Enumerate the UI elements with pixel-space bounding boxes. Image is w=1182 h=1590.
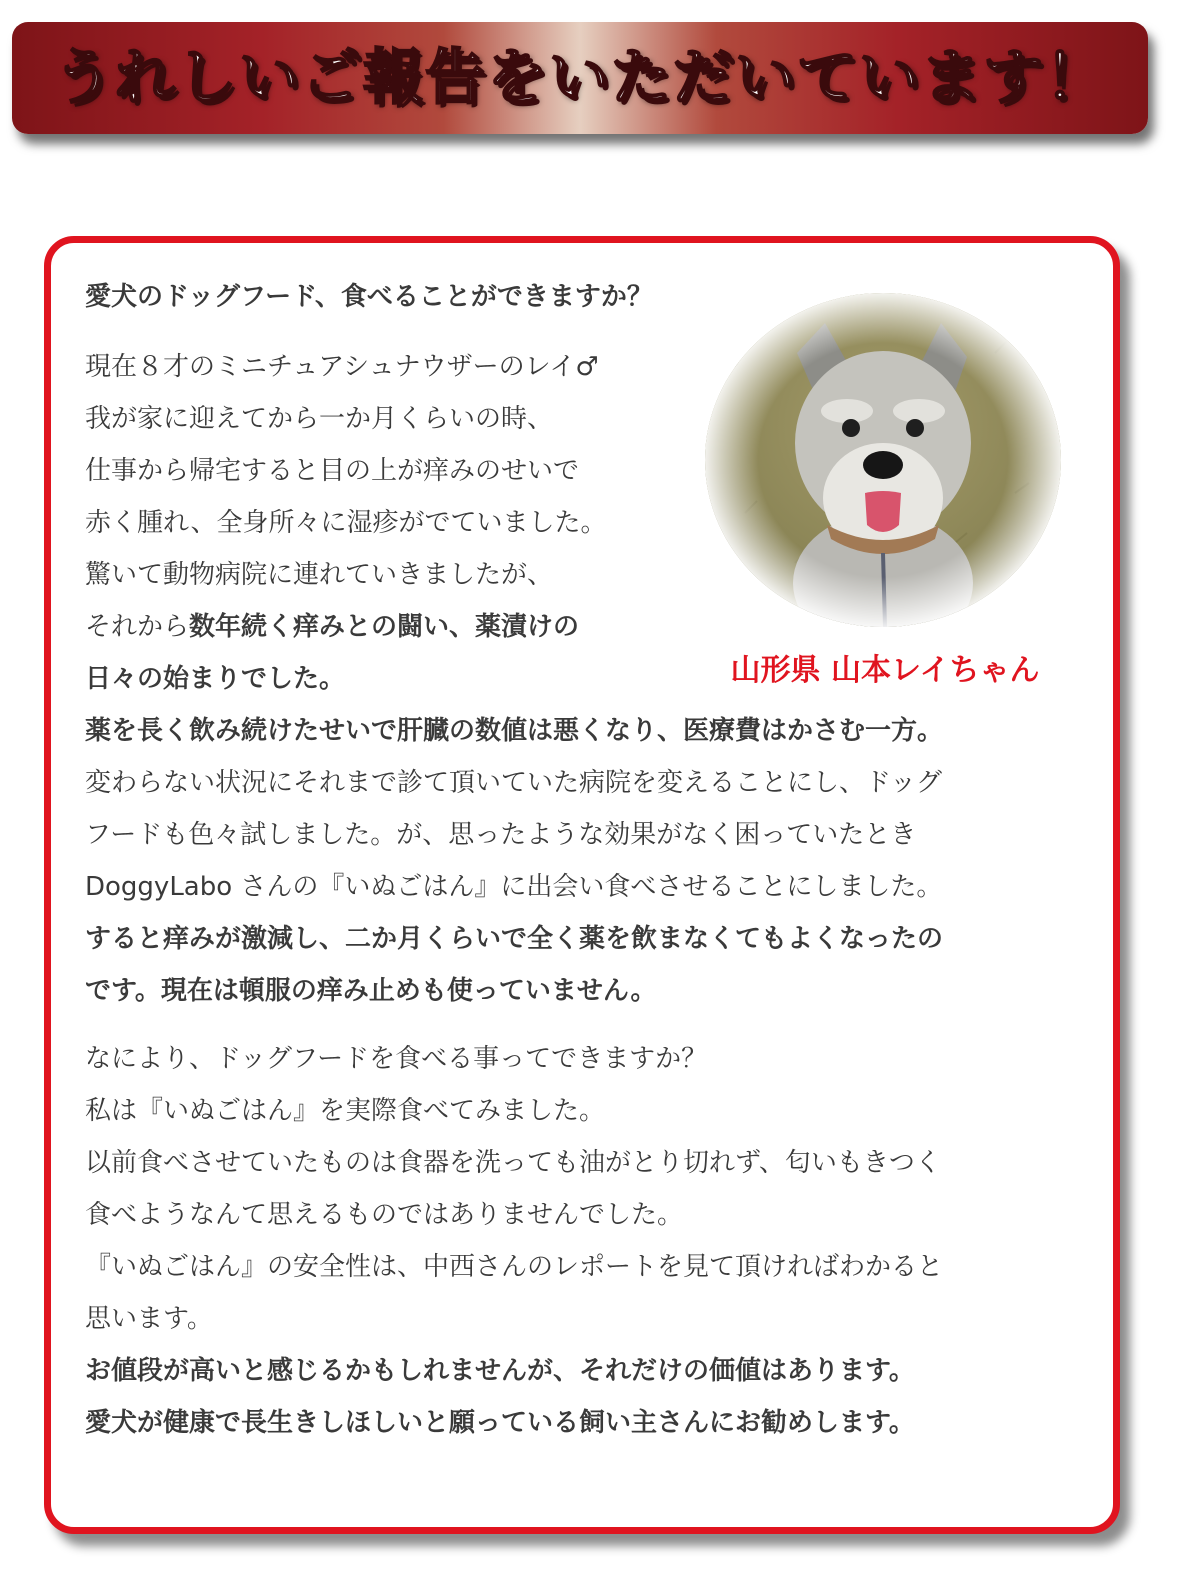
story-line: 私は『いぬごはん』を実際食べてみました。	[85, 1096, 606, 1126]
story-line: 仕事から帰宅すると目の上が痒みのせいで	[85, 456, 580, 486]
testimonial-card	[44, 236, 1120, 1534]
story-line: 赤く腫れ、全身所々に湿疹がでていました。	[85, 508, 607, 538]
story-line: 我が家に迎えてから一か月くらいの時、	[85, 404, 554, 434]
title-banner	[12, 22, 1148, 134]
banner-title: うれしいご報告をいただいています！	[53, 43, 1107, 113]
story-line-emphasis: すると痒みが激減し、二か月くらいで全く薬を飲まなくてもよくなったの	[85, 924, 944, 954]
story-line-emphasis: 日々の始まりでした。	[85, 664, 346, 694]
story-line-emphasis: 愛犬が健康で長生きしほしいと願っている飼い主さんにお勧めします。	[85, 1408, 915, 1438]
story-line: 食べようなんて思えるものではありませんでした。	[85, 1200, 684, 1230]
testimonial-heading: 愛犬のドッグフード、食べることができますか？	[85, 282, 653, 312]
dog-owner-caption: 山形県 山本レイちゃん	[730, 653, 1040, 688]
story-line: DoggyLabo さんの『いぬごはん』に出会い食べさせることにしました。	[85, 872, 943, 902]
story-line: 『いぬごはん』の安全性は、中西さんのレポートを見て頂ければわかると	[85, 1252, 944, 1282]
story-line: フードも色々試しました。が、思ったような効果がなく困っていたとき	[85, 820, 917, 850]
story-line: 以前食べさせていたものは食器を洗っても油がとり切れず、匂いもきつく	[85, 1148, 941, 1178]
story-line-part: それから	[85, 612, 190, 642]
story-line: なにより、ドッグフードを食べる事ってできますか？	[85, 1044, 708, 1074]
testimonial-recommendation	[85, 1033, 943, 1449]
story-line: 変わらない状況にそれまで診て頂いていた病院を変えることにし、ドッグ	[85, 768, 942, 798]
story-line-emphasis: 薬を長く飲み続けたせいで肝臓の数値は悪くなり、医療費はかさむ一方。	[85, 716, 944, 746]
story-line: 驚いて動物病院に連れていきましたが、	[85, 560, 554, 590]
story-line-emphasis: 数年続く痒みとの闘い、薬漬けの	[189, 612, 580, 642]
dog-photo	[705, 293, 1061, 627]
story-line: 思います。	[85, 1304, 213, 1334]
schnauzer-dog-icon	[705, 293, 1061, 627]
story-line-emphasis: お値段が高いと感じるかもしれませんが、それだけの価値はあります。	[85, 1356, 915, 1386]
story-line: 現在８才のミニチュアシュナウザーのレイ♂	[85, 352, 599, 382]
story-line-emphasis: です。現在は頓服の痒み止めも使っていません。	[85, 976, 657, 1006]
